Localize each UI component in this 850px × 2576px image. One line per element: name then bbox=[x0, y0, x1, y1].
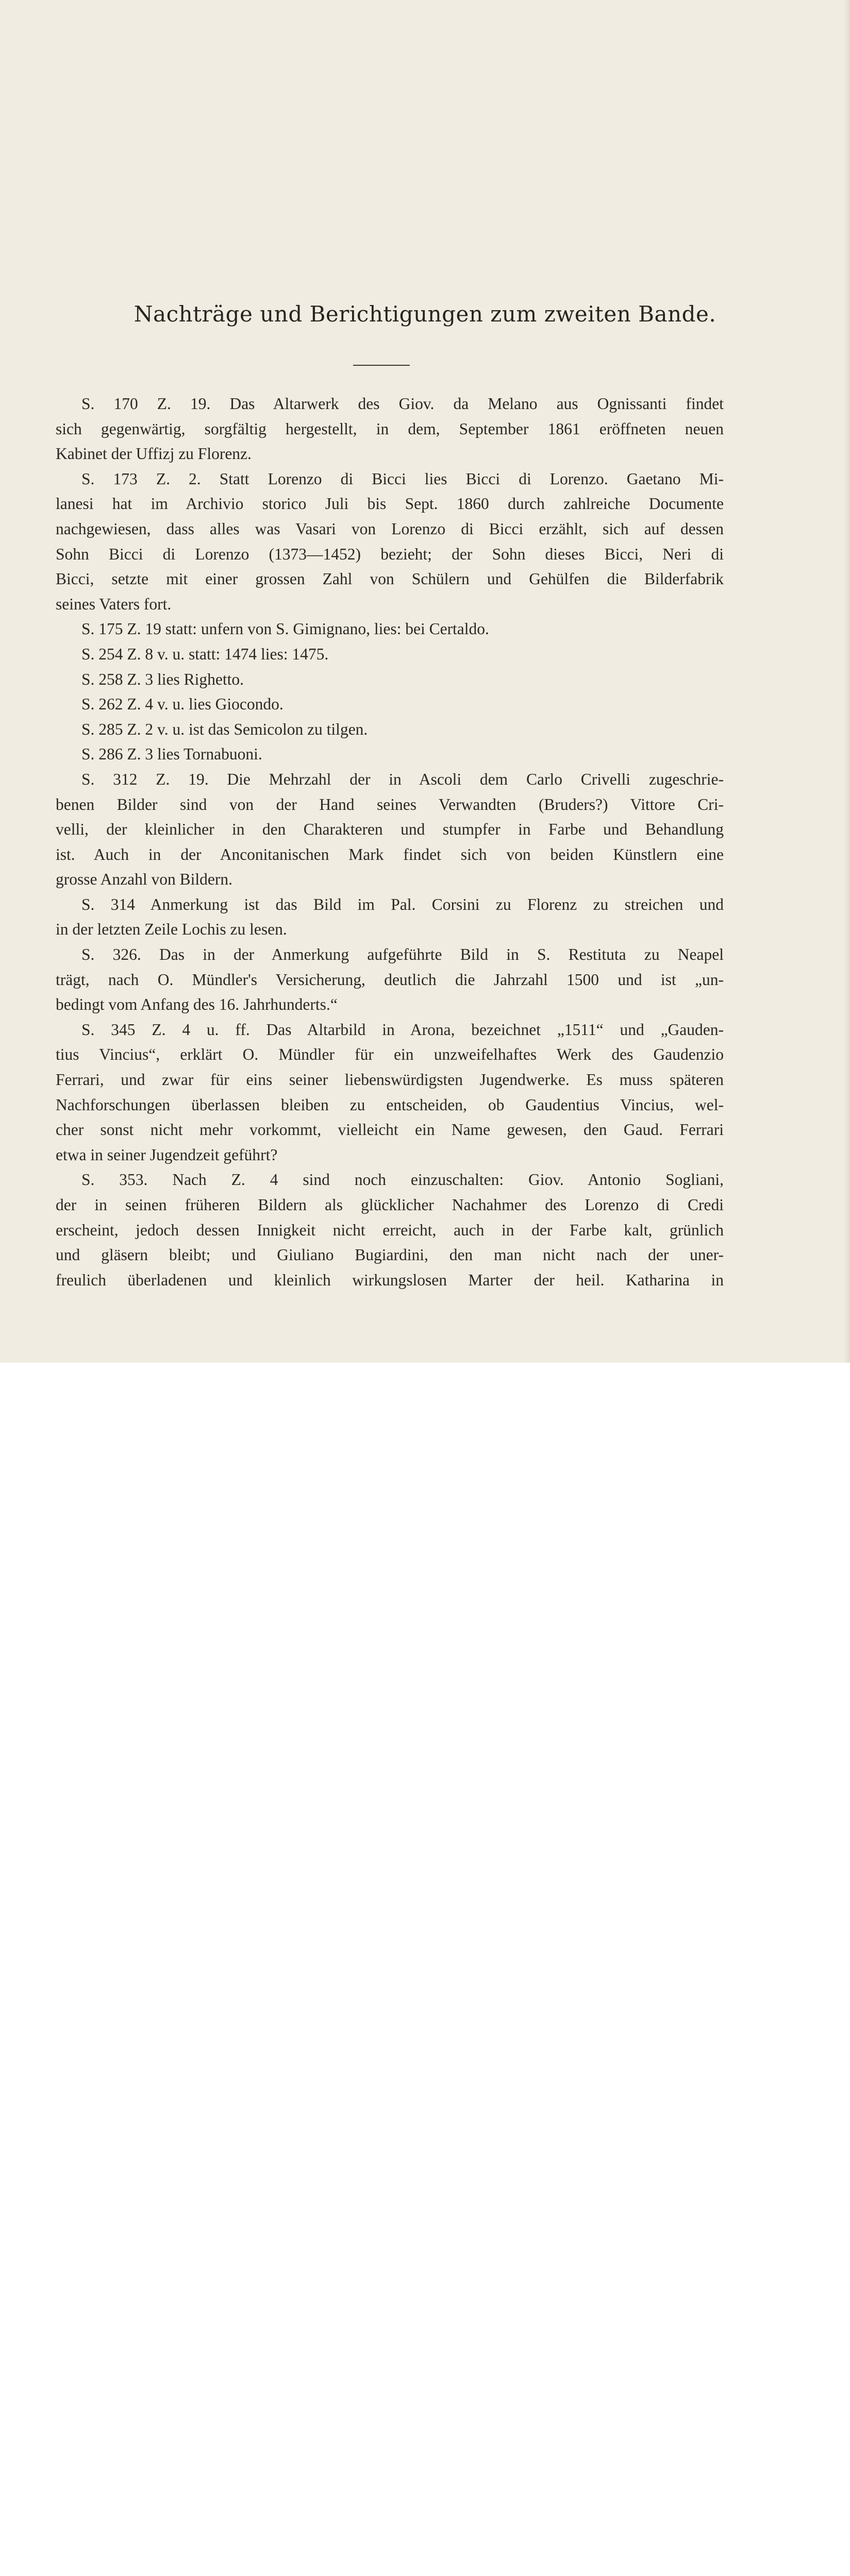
text-line: tius Vincius“, erklärt O. Mündler für ein unzweifelhaftes Werk des Gaudenzio bbox=[56, 1045, 724, 1064]
text-line: etwa in seiner Jugendzeit geführt? bbox=[56, 1145, 278, 1164]
text-line: der in seinen früheren Bildern als glücklicher Nachahmer des Lorenzo di Credi bbox=[56, 1196, 724, 1214]
footer-bar bbox=[0, 1363, 850, 1422]
text-line: S. 173 Z. 2. Statt Lorenzo di Bicci lies Bicci di Lorenzo. Gaetano Mi- bbox=[81, 469, 724, 488]
body-text bbox=[56, 392, 724, 1293]
text-line: Bicci, setzte mit einer grossen Zahl von Schülern und Gehülfen die Bilderfabrik bbox=[56, 570, 724, 588]
text-line: Nachforschungen überlassen bleiben zu entscheiden, ob Gaudentius Vincius, wel- bbox=[56, 1095, 724, 1114]
text-line: Kabinet der Uffizj zu Florenz. bbox=[56, 445, 252, 463]
text-line: cher sonst nicht mehr vorkommt, vielleicht ein Name gewesen, den Gaud. Ferrari bbox=[56, 1121, 724, 1139]
text-line: Ferrari, und zwar für eins seiner liebenswürdigsten Jugendwerke. Es muss späteren bbox=[56, 1071, 724, 1089]
text-line: S. 286 Z. 3 lies Tornabuoni. bbox=[81, 745, 262, 764]
text-line: und gläsern bleibt; und Giuliano Bugiardini, den man nicht nach der uner- bbox=[56, 1246, 724, 1264]
text-line: trägt, nach O. Mündler's Versicherung, deutlich die Jahrzahl 1500 und ist „un- bbox=[56, 970, 724, 989]
page-edge-shadow bbox=[844, 0, 850, 1363]
text-line: S. 312 Z. 19. Die Mehrzahl der in Ascoli dem Carlo Crivelli zugeschrie- bbox=[81, 770, 724, 788]
text-line: nachgewiesen, dass alles was Vasari von Lorenzo di Bicci erzählt, sich auf dessen bbox=[56, 519, 724, 538]
text-line: freulich überladenen und kleinlich wirkungslosen Marter der heil. Katharina in bbox=[56, 1270, 724, 1289]
title-divider bbox=[353, 365, 410, 366]
text-line: Sohn Bicci di Lorenzo (1373—1452) bezieht; der Sohn dieses Bicci, Neri di bbox=[56, 545, 724, 563]
text-line: S. 254 Z. 8 v. u. statt: 1474 lies: 1475. bbox=[81, 645, 329, 663]
text-line: benen Bilder sind von der Hand seines Verwandten (Bruders?) Vittore Cri- bbox=[56, 795, 724, 814]
text-line: ist. Auch in der Anconitanischen Mark findet sich von beiden Künstlern eine bbox=[56, 845, 724, 863]
text-line: S. 258 Z. 3 lies Righetto. bbox=[81, 670, 244, 688]
page-title: Nachträge und Berichtigungen zum zweiten Bande. bbox=[134, 301, 716, 327]
text-line: seines Vaters fort. bbox=[56, 595, 172, 613]
text-line: S. 353. Nach Z. 4 sind noch einzuschalten: Giov. Antonio Sogliani, bbox=[81, 1171, 724, 1189]
text-line: S. 262 Z. 4 v. u. lies Giocondo. bbox=[81, 695, 284, 714]
text-line: S. 285 Z. 2 v. u. ist das Semicolon zu tilgen. bbox=[81, 720, 368, 738]
text-line: S. 345 Z. 4 u. ff. Das Altarbild in Arona, bezeichnet „1511“ und „Gauden- bbox=[81, 1020, 724, 1039]
text-line: lanesi hat im Archivio storico Juli bis Sept. 1860 durch zahlreiche Documente bbox=[56, 495, 724, 513]
text-line: S. 170 Z. 19. Das Altarwerk des Giov. da Melano aus Ognissanti findet bbox=[81, 395, 724, 413]
text-line: S. 314 Anmerkung ist das Bild im Pal. Corsini zu Florenz zu streichen und bbox=[81, 895, 724, 913]
text-line: bedingt vom Anfang des 16. Jahrhunderts.“ bbox=[56, 995, 338, 1014]
text-line: S. 175 Z. 19 statt: unfern von S. Gimignano, lies: bei Certaldo. bbox=[81, 620, 489, 638]
text-line: in der letzten Zeile Lochis zu lesen. bbox=[56, 920, 287, 939]
text-line: velli, der kleinlicher in den Charakteren und stumpfer in Farbe und Behandlung bbox=[56, 820, 724, 839]
text-line: S. 326. Das in der Anmerkung aufgeführte Bild in S. Restituta zu Neapel bbox=[81, 945, 724, 964]
text-line: erscheint, jedoch dessen Innigkeit nicht erreicht, auch in der Farbe kalt, grünlich bbox=[56, 1221, 724, 1239]
text-line: grosse Anzahl von Bildern. bbox=[56, 870, 232, 889]
text-line: sich gegenwärtig, sorgfältig hergestellt, in dem, September 1861 eröffneten neuen bbox=[56, 419, 724, 438]
